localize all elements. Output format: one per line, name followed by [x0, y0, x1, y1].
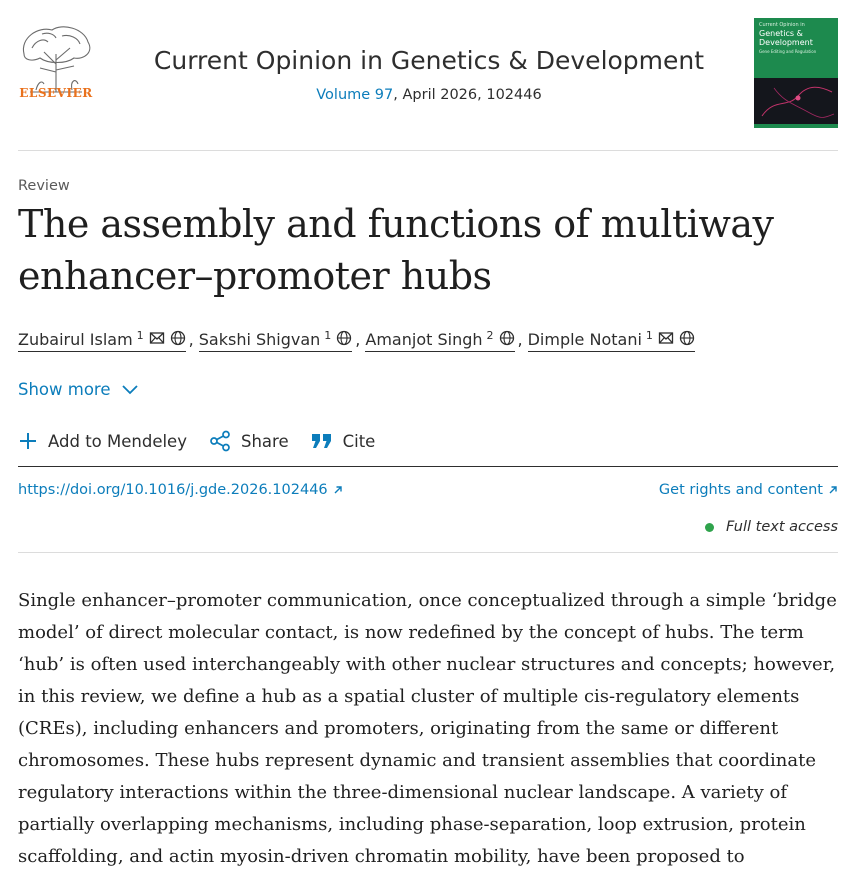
- access-status-label: Full text access: [726, 519, 838, 535]
- add-to-mendeley-label: Add to Mendeley: [48, 431, 187, 451]
- cite-button[interactable]: [311, 432, 376, 451]
- journal-issue-info: [0, 87, 858, 103]
- plus-icon: [18, 431, 38, 451]
- share-button[interactable]: [209, 430, 289, 452]
- author-link[interactable]: [18, 327, 186, 352]
- cover-illustration: [754, 78, 838, 124]
- abstract-text: Single enhancer–promoter communication, once conceptualized through a simple ‘bridge model’ of direct molecular contact, is now redefined by the concept of hubs. The term ‘hub’ is often used interchangeably with other nuclear structures and concepts; however, in this review, we define a hub as a spatial cluster of multiple cis-regulatory elements (CREs), including enhancers and promoters, originating from the same or different chromosomes. These hubs represent dynamic and transient assemblies that coordinate regulatory interactions within the three-dimensional nuclear landscape. A variety of partially overlapping mechanisms, including phase-separation, loop extrusion, protein scaffolding, and actin myosin-driven chromatin mobility, have been proposed to: [18, 590, 837, 867]
- journal-cover-image[interactable]: [754, 18, 838, 128]
- doi-text: https://doi.org/10.1016/j.gde.2026.102446: [18, 482, 328, 498]
- affiliation-marker: 1: [136, 329, 144, 342]
- author-name: Zubairul Islam: [18, 330, 133, 349]
- external-link-icon: [333, 485, 343, 495]
- chevron-down-icon: [121, 384, 139, 396]
- external-link-icon: [828, 485, 838, 495]
- author-separator: ,: [188, 330, 194, 349]
- author-link[interactable]: [528, 327, 695, 352]
- author-list: [18, 327, 695, 353]
- volume-link[interactable]: Volume 97: [316, 87, 394, 103]
- author-name: Amanjot Singh: [365, 330, 483, 349]
- cover-subtitle: Gene Editing and Regulation: [759, 49, 817, 54]
- globe-icon[interactable]: [499, 330, 515, 346]
- author-link[interactable]: [365, 327, 514, 352]
- cover-top-line: Current Opinion in: [759, 22, 805, 28]
- share-label: Share: [240, 431, 289, 451]
- globe-icon[interactable]: [170, 330, 186, 346]
- author-name: Sakshi Shigvan: [198, 330, 321, 349]
- globe-icon[interactable]: [336, 330, 352, 346]
- rights-link[interactable]: [659, 482, 838, 498]
- doi-link[interactable]: [18, 482, 343, 498]
- globe-icon[interactable]: [679, 330, 695, 346]
- elsevier-wordmark[interactable]: ELSEVIER: [19, 86, 93, 100]
- author-separator: ,: [355, 330, 361, 349]
- header-divider: [18, 150, 838, 151]
- access-status: [705, 519, 838, 535]
- author-name: Dimple Notani: [527, 330, 642, 349]
- affiliation-marker: 2: [486, 329, 494, 342]
- email-icon[interactable]: [658, 330, 674, 346]
- article-title: The assembly and functions of multiway enhancer–promoter hubs: [18, 202, 774, 298]
- cover-title: Genetics & Development: [759, 29, 813, 47]
- add-to-mendeley-button[interactable]: [18, 431, 187, 451]
- issue-details: , April 2026, 102446: [393, 87, 542, 103]
- share-icon: [209, 430, 231, 452]
- show-more-button[interactable]: [18, 380, 139, 399]
- actions-divider: [18, 466, 838, 467]
- affiliation-marker: 1: [324, 329, 332, 342]
- author-separator: ,: [517, 330, 523, 349]
- show-more-label: Show more: [18, 380, 111, 399]
- rights-text: Get rights and content: [658, 482, 823, 498]
- article-type-label: Review: [18, 178, 70, 194]
- quote-icon: [311, 432, 333, 450]
- journal-title[interactable]: Current Opinion in Genetics & Development: [153, 46, 705, 75]
- email-icon[interactable]: [149, 330, 165, 346]
- abstract-divider: [18, 552, 838, 553]
- cite-label: Cite: [342, 431, 376, 451]
- affiliation-marker: 1: [645, 329, 653, 342]
- access-status-dot: [705, 523, 714, 532]
- author-link[interactable]: [199, 327, 353, 352]
- article-actions: [18, 428, 397, 454]
